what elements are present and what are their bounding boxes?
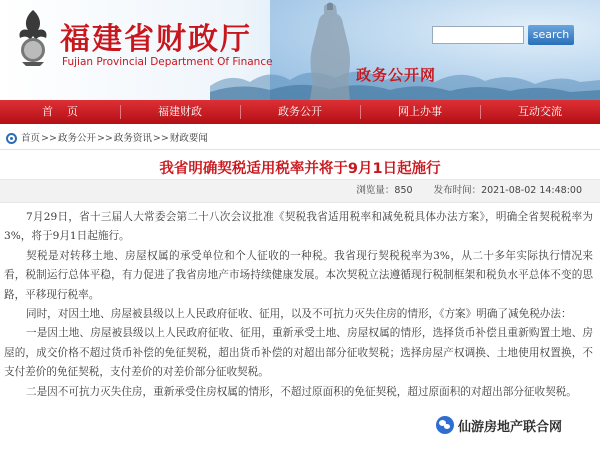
site-title: 福建省财政厅 [60, 22, 252, 57]
article-meta [0, 179, 600, 203]
breadcrumb-news[interactable]: 政务资讯 [113, 132, 152, 144]
breadcrumb-separator: >> [41, 132, 57, 144]
wechat-watermark [432, 414, 566, 436]
main-nav [0, 100, 600, 124]
view-count: 浏览量：850 [356, 185, 413, 196]
article-paragraph: 7月29日，省十三届人大常委会第二十八次会议批准《契税我省适用税率和减免税具体办法方案》，明确全省契税税率为3%，将于9月1日起施行。 [4, 211, 593, 243]
search-button[interactable]: search [528, 25, 574, 45]
breadcrumb-separator: >> [96, 132, 113, 144]
nav-item-interaction[interactable]: 互动交流 [480, 100, 600, 124]
watermark-text: 仙游房地产联合网 [458, 419, 563, 435]
location-pin-icon [6, 133, 17, 144]
breadcrumb-home[interactable]: 首页 [21, 132, 41, 144]
nav-item-government-affairs[interactable]: 政务公开 [240, 100, 360, 124]
article-body [4, 208, 593, 402]
article-title: 我省明确契税适用税率并将于9月1日起施行 [159, 161, 441, 177]
article-paragraph: 二是因不可抗力灭失住房，重新承受住房权属的情形，不超过原面积的免征契税，超过原面积的对超出部分征收契税。 [26, 385, 577, 398]
breadcrumb-separator: >> [152, 132, 169, 144]
site-subtitle: Fujian Provincial Department Of Finance [62, 56, 273, 68]
article-paragraph: 一是因土地、房屋被县级以上人民政府征收、征用，重新承受土地、房屋权属的情形，选择货币补偿且重新购置土地、房屋的，成交价格不超过货币补偿的免征契税，超出货币补偿的对超出部分征收契税；选择房屋产权调换、土地使用权置换，不支付差价的免征契税，支付差价的对差价部分征收契税。 [4, 327, 593, 379]
breadcrumb-finance-news[interactable]: 财政要闻 [169, 132, 208, 144]
breadcrumb [0, 128, 600, 150]
portal-name: 政务公开网 [356, 66, 437, 84]
nav-item-online-services[interactable]: 网上办事 [360, 100, 480, 124]
nav-item-home[interactable]: 首页 [42, 105, 92, 118]
breadcrumb-government-affairs[interactable]: 政务公开 [57, 132, 96, 144]
site-header [0, 0, 600, 100]
article-paragraph: 同时，对因土地、房屋被县级以上人民政府征收、征用，以及不可抗力灭失住房的情形，《方案》明确了减免税办法： [26, 308, 572, 321]
publish-date: 发布时间：2021-08-02 14:48:00 [433, 185, 582, 196]
article-paragraph: 契税是对转移土地、房屋权属的承受单位和个人征收的一种税。我省现行契税税率为3%，从二十多年实际执行情况来看，税制运行总体平稳，有力促进了我省房地产市场持续健康发展。本次契税立法遵循现行税制框架和税负水平总体不变的思路，平移现行税率。 [4, 249, 593, 301]
wechat-icon [436, 416, 454, 434]
statue-image [280, 0, 380, 100]
nav-item-fujian-finance[interactable]: 福建财政 [120, 100, 240, 124]
emblem-logo [8, 6, 58, 68]
search-input[interactable] [432, 26, 524, 44]
